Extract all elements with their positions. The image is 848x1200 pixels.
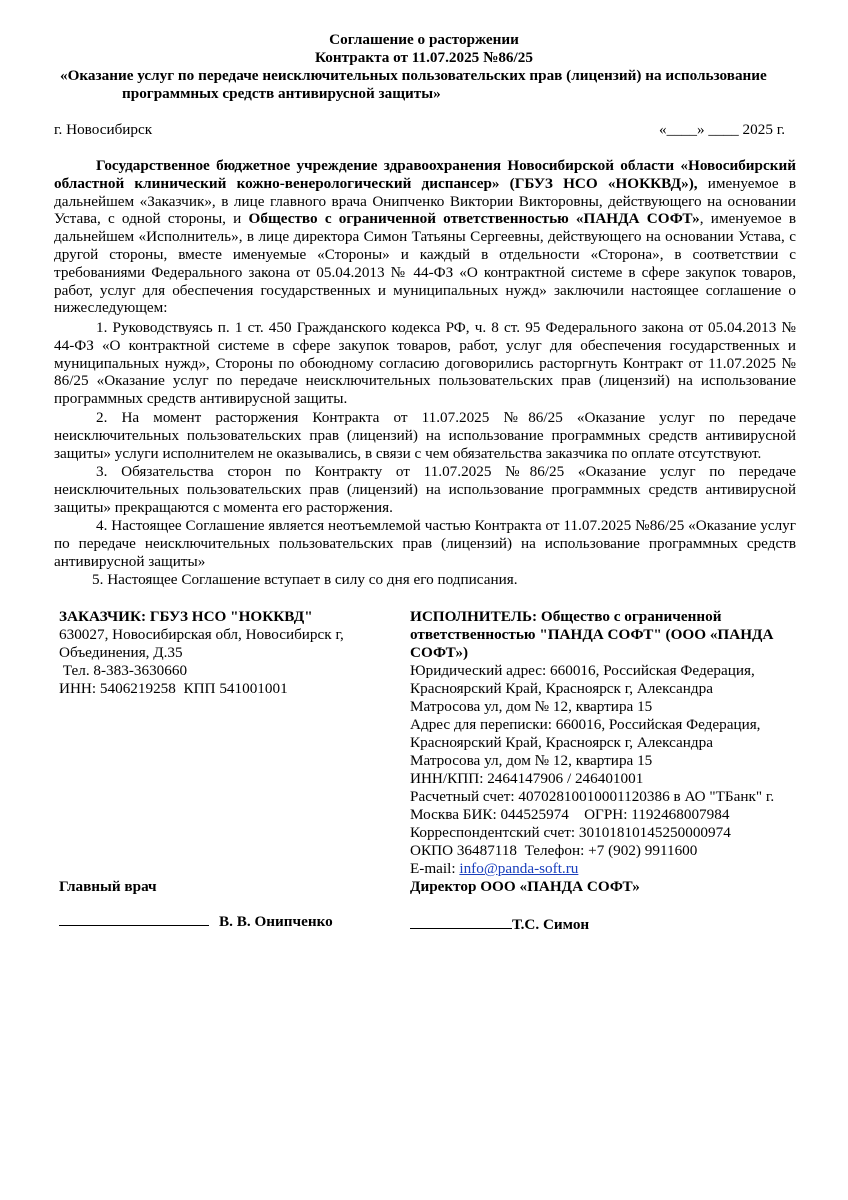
clause-1: 1. Руководствуясь п. 1 ст. 450 Гражданского кодекса РФ, ч. 8 ст. 95 Федерального закона от 05.04.2013 № 44-ФЗ «О контрактной системе в сфере закупок товаров, работ, услуг для обеспечения государственных и муниципальных нужд», Стороны по обоюдному согласию договорились расторгнуть Контракт от 11.07.2025 № 86/25 «Оказание услуг по передаче неисключительных пользовательских прав (лицензий) на использование программных средств антивирусной защиты. — [54, 319, 796, 408]
customer-address-1: 630027, Новосибирская обл, Новосибирск г, — [59, 626, 344, 643]
contract-subject — [60, 67, 800, 103]
contractor-heading-2: ответственностью "ПАНДА СОФТ" (ООО «ПАНДА — [410, 626, 774, 643]
intro-text-b: , именуемое в дальнейшем «Исполнитель», в лице директора Симон Татьяны Сергеевны, действующего на основании Устава, с другой стороны, вместе именуемые «Стороны» и каждый в отдельности «Сторона», в соответствии с требованиями Федерального закона от 05.04.2013 № 44-ФЗ «О контрактной системе в сфере закупок товаров, работ, услуг для обеспечения государственных и муниципальных нужд» заключили настоящее соглашение о нижеследующем: — [54, 210, 797, 317]
contract-subject-line1: «Оказание услуг по передаче неисключительных пользовательских прав (лицензий) на использование — [60, 67, 767, 84]
contractor-heading-1 — [410, 608, 800, 626]
contractor-legal-address-3: Матросова ул, дом № 12, квартира 15 — [410, 698, 653, 715]
contractor-account-1: Расчетный счет: 40702810010001120386 в АО "ТБанк" г. — [410, 788, 775, 805]
document-title: Соглашение о расторжении — [329, 31, 519, 48]
contractor-account-2: Москва БИК: 044525974 ОГРН: 1192468007984 — [410, 806, 730, 823]
contractor-inn: ИНН/КПП: 2464147906 / 246401001 — [410, 770, 644, 787]
contractor-okpo-phone: ОКПО 36487118 Телефон: +7 (902) 9911600 — [410, 842, 698, 859]
customer-address-2: Объединения, Д.35 — [59, 644, 183, 661]
customer-phone: Тел. 8-383-3630660 — [59, 662, 188, 679]
agreement-date: «____» ____ 2025 г. — [659, 121, 786, 138]
document-subtitle: Контракта от 11.07.2025 №86/25 — [315, 49, 533, 66]
clause-3: 3. Обязательства сторон по Контракту от 11.07.2025 №86/25 «Оказание услуг по передаче неисключительных пользовательских прав (лицензий) на использование программных средств антивирусной защиты» прекращаются с момента его расторжения. — [54, 463, 796, 516]
customer-signer-position: Главный врач — [59, 878, 157, 895]
contractor-name: Общество с ограниченной ответственностью «ПАНДА СОФТ» — [248, 210, 700, 228]
contractor-details — [410, 608, 800, 878]
intro-text-a: именуемое в дальнейшем «Заказчик», в лице главного врача Онипченко Виктории Викторовны, действующего на основании Устава, с одной стороны, и — [54, 174, 796, 228]
customer-signature-line — [59, 911, 209, 926]
contractor-heading-3: СОФТ») — [410, 644, 469, 661]
clause-4: 4. Настоящее Соглашение является неотъемлемой частью Контракта от 11.07.2025 №86/25 «Оказание услуг по передаче неисключительных пользовательских прав (лицензий) на использование программных средств антивирусной защиты» — [54, 517, 796, 570]
contractor-postal-address-3: Матросова ул, дом № 12, квартира 15 — [410, 752, 653, 769]
contractor-corr-account: Корреспондентский счет: 30101810145250000974 — [410, 824, 731, 841]
contractor-email-row — [410, 860, 800, 878]
clause-5: 5. Настоящее Соглашение вступает в силу со дня его подписания. — [92, 571, 518, 588]
clause-2: 2. На момент расторжения Контракта от 11.07.2025 №86/25 «Оказание услуг по передаче неисключительных пользовательских прав (лицензий) на использование программных средств антивирусной защиты» услуги исполнителем не оказывались, в связи с чем обязательства заказчика по оплате отсутствуют. — [54, 409, 796, 462]
contractor-signature — [410, 914, 589, 934]
contractor-signer-name: Т.С. Симон — [512, 916, 590, 933]
contractor-postal-address-2: Красноярский Край, Красноярск г, Александра — [410, 734, 713, 751]
contractor-signer-position: Директор ООО «ПАНДА СОФТ» — [410, 878, 640, 895]
customer-heading: ЗАКАЗЧИК: ГБУЗ НСО "НОККВД" — [59, 608, 313, 625]
city: г. Новосибирск — [54, 121, 153, 138]
contractor-postal-address-1: Адрес для переписки: 660016, Российская Федерация, — [410, 716, 761, 733]
customer-signer-name: В. В. Онипченко — [219, 913, 333, 930]
email-link[interactable]: info@panda-soft.ru — [459, 860, 579, 877]
contractor-heading-rest1: Общество с ограниченной — [537, 608, 722, 625]
contract-subject-line2: программных средств антивирусной защиты» — [122, 85, 441, 102]
customer-inn: ИНН: 5406219258 КПП 541001001 — [59, 680, 288, 697]
contractor-legal-address-1: Юридический адрес: 660016, Российская Федерация, — [410, 662, 755, 679]
email-label: E-mail: — [410, 860, 460, 877]
contractor-heading-label: ИСПОЛНИТЕЛЬ: — [410, 608, 538, 625]
customer-name: Государственное бюджетное учреждение здравоохранения Новосибирской области «Новосибирский областной клинический кожно-венерологический диспансер» (ГБУЗ НСО «НОККВД»), — [54, 157, 796, 192]
contractor-legal-address-2: Красноярский Край, Красноярск г, Александра — [410, 680, 713, 697]
customer-signature — [59, 911, 333, 931]
intro-paragraph — [54, 157, 796, 317]
contractor-signature-line — [410, 914, 512, 929]
customer-details — [59, 608, 389, 698]
